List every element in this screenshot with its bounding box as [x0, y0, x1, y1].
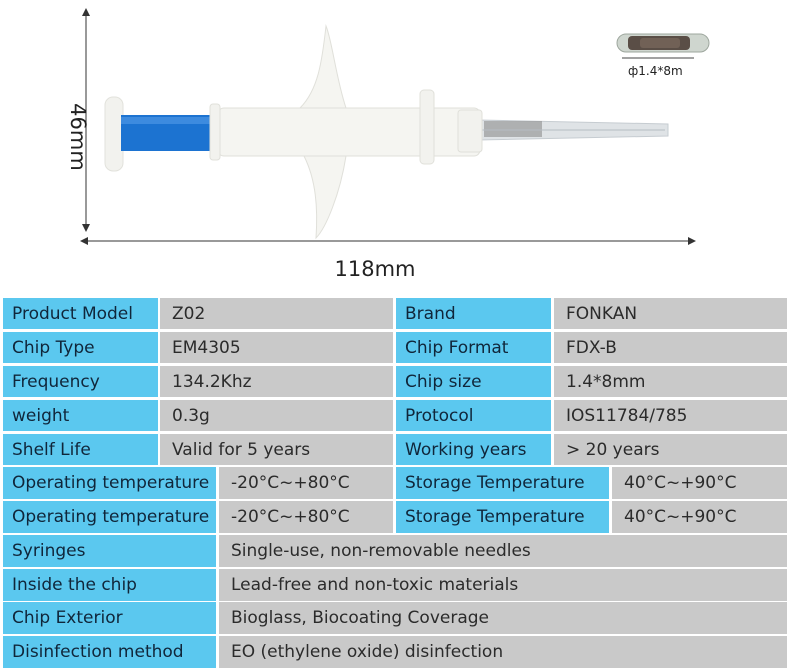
- spec-value-working-years: > 20 years: [554, 434, 787, 465]
- spec-value-operating-temperature-2: -20°C~+80°C: [219, 501, 393, 533]
- spec-value-chip-size: 1.4*8mm: [554, 366, 787, 397]
- spec-label-chip-size: Chip size: [396, 366, 551, 397]
- spec-label-operating-temperature: Operating temperature: [3, 467, 216, 499]
- spec-value-inside-chip: Lead-free and non-toxic materials: [219, 569, 787, 601]
- spec-value-frequency: 134.2Khz: [160, 366, 393, 397]
- spec-value-chip-format: FDX-B: [554, 332, 787, 363]
- spec-label-chip-format: Chip Format: [396, 332, 551, 363]
- spec-label-operating-temperature-2: Operating temperature: [3, 501, 216, 533]
- spec-label-chip-type: Chip Type: [3, 332, 158, 363]
- spec-label-inside-chip: Inside the chip: [3, 569, 216, 601]
- syringe-illustration: [0, 0, 790, 296]
- spec-label-shelf-life: Shelf Life: [3, 434, 158, 465]
- spec-value-disinfection-method: EO (ethylene oxide) disinfection: [219, 636, 787, 668]
- spec-value-product-model: Z02: [160, 298, 393, 329]
- spec-label-storage-temperature-2: Storage Temperature: [396, 501, 609, 533]
- spec-value-brand: FONKAN: [554, 298, 787, 329]
- spec-value-chip-type: EM4305: [160, 332, 393, 363]
- product-drawing: [0, 0, 790, 296]
- spec-label-brand: Brand: [396, 298, 551, 329]
- spec-value-chip-exterior: Bioglass, Biocoating Coverage: [219, 602, 787, 634]
- spec-label-syringes: Syringes: [3, 535, 216, 567]
- spec-value-storage-temperature-2: 40°C~+90°C: [612, 501, 787, 533]
- spec-label-product-model: Product Model: [3, 298, 158, 329]
- spec-value-syringes: Single-use, non-removable needles: [219, 535, 787, 567]
- spec-label-disinfection-method: Disinfection method: [3, 636, 216, 668]
- spec-value-operating-temperature: -20°C~+80°C: [219, 467, 393, 499]
- spec-label-chip-exterior: Chip Exterior: [3, 602, 216, 634]
- spec-value-protocol: IOS11784/785: [554, 400, 787, 431]
- chip-size-label: ф1.4*8m: [628, 64, 683, 78]
- spec-label-weight: weight: [3, 400, 158, 431]
- spec-label-storage-temperature: Storage Temperature: [396, 467, 609, 499]
- spec-value-storage-temperature: 40°C~+90°C: [612, 467, 787, 499]
- width-dimension-label: 118mm: [334, 257, 416, 281]
- spec-label-frequency: Frequency: [3, 366, 158, 397]
- spec-value-weight: 0.3g: [160, 400, 393, 431]
- height-dimension-label: 46mm: [66, 103, 90, 171]
- spec-label-working-years: Working years: [396, 434, 551, 465]
- spec-label-protocol: Protocol: [396, 400, 551, 431]
- spec-value-shelf-life: Valid for 5 years: [160, 434, 393, 465]
